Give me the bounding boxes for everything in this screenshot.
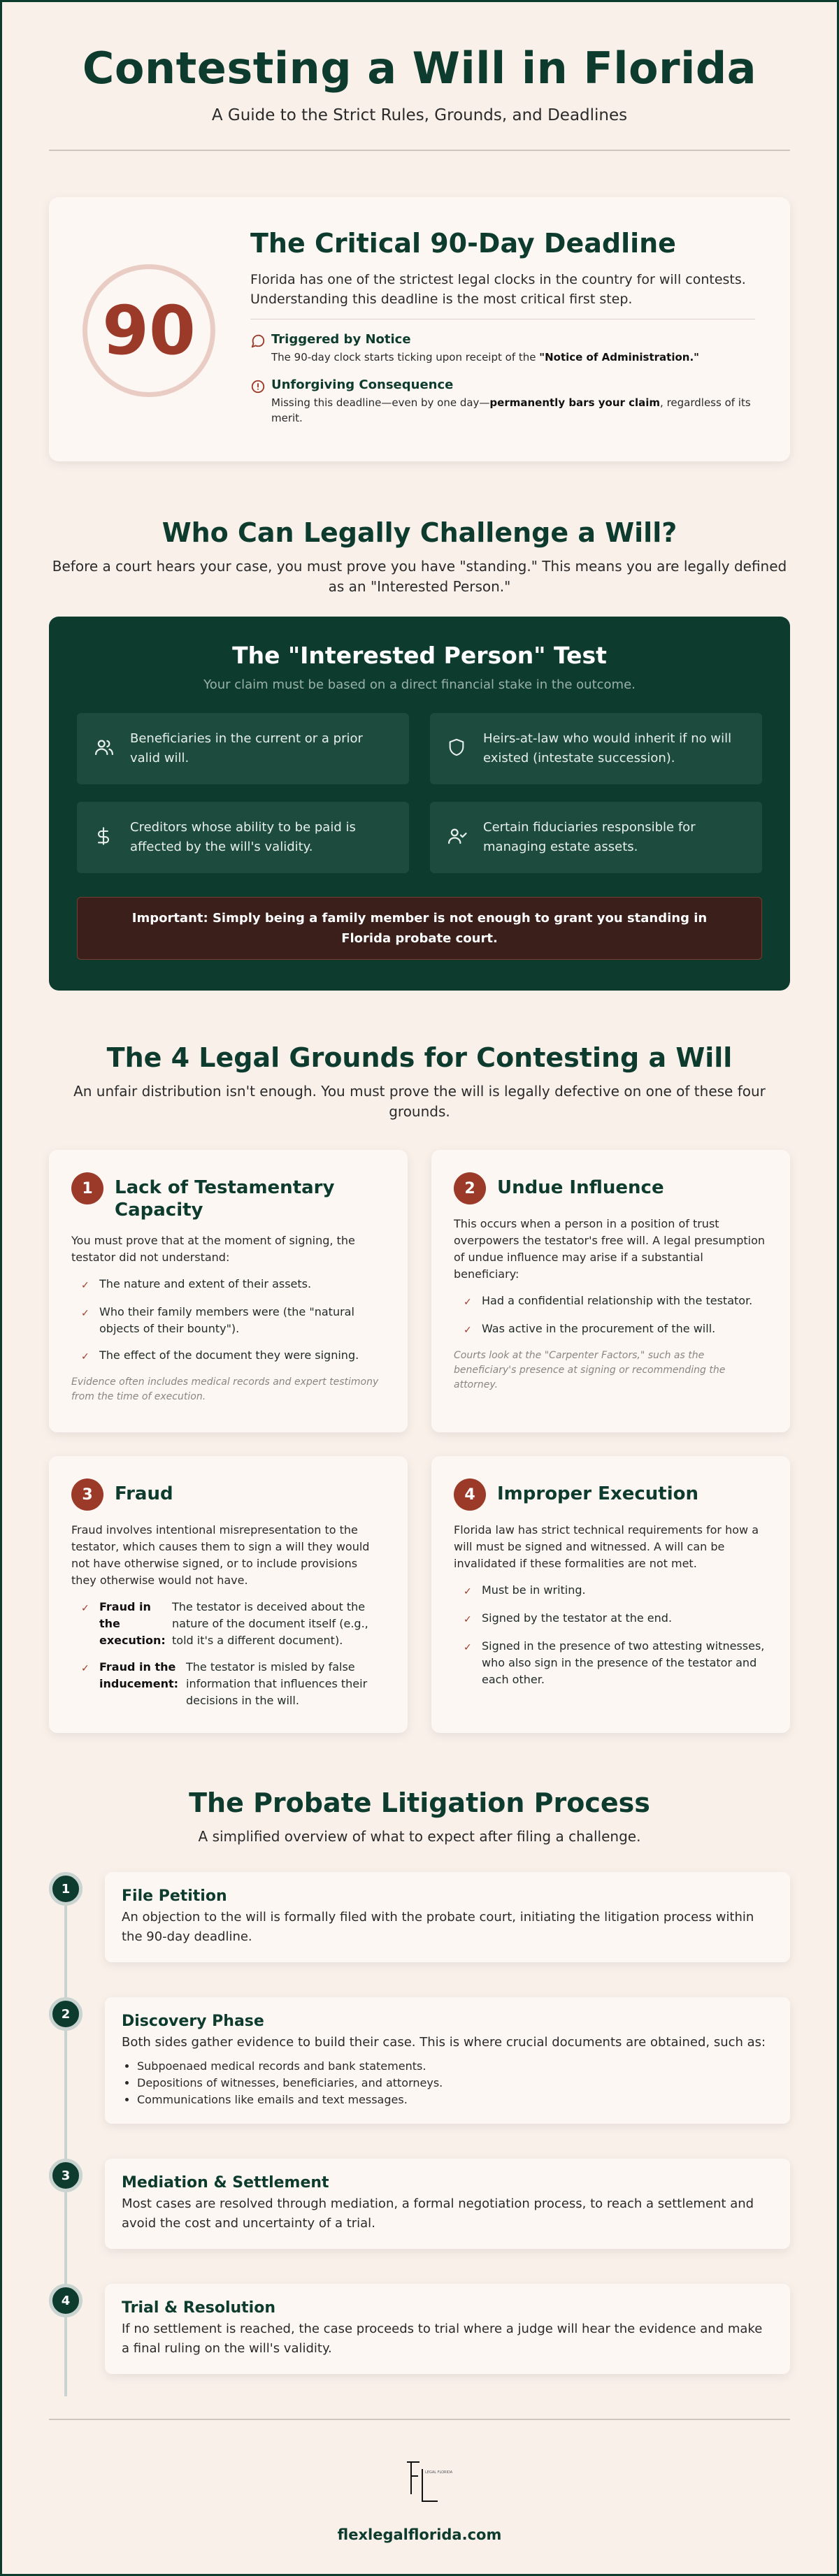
- list-item: [81, 1659, 385, 1709]
- grounds-title: The 4 Legal Grounds for Contesting a Will: [106, 1042, 733, 1073]
- step-number: 2: [49, 1997, 83, 2031]
- footer: [49, 2420, 790, 2543]
- check-icon: ✓: [81, 1351, 89, 1362]
- panel-subtitle: Your claim must be based on a direct financial stake in the outcome.: [203, 677, 636, 692]
- deadline-card: [49, 197, 790, 461]
- process-step: [61, 2284, 790, 2374]
- list-item: ✓ Must be in writing.: [464, 1582, 768, 1600]
- list-item: • Communications like emails and text messages.: [137, 2092, 773, 2108]
- footer-url[interactable]: flexlegalflorida.com: [337, 2526, 502, 2543]
- dollar-icon: [94, 826, 124, 849]
- process-title: The Probate Litigation Process: [189, 1787, 650, 1818]
- check-icon: ✓: [464, 1614, 472, 1625]
- check-icon: ✓: [464, 1586, 472, 1597]
- ground-list: [454, 1293, 768, 1339]
- ground-number-badge: 3: [71, 1478, 103, 1511]
- panel-title: The "Interested Person" Test: [232, 642, 607, 669]
- list-item: ✓ Was active in the procurement of the will.: [464, 1321, 768, 1339]
- ground-number-badge: 4: [454, 1478, 486, 1511]
- ground-title: Undue Influence: [497, 1177, 664, 1198]
- ground-list: [454, 1582, 768, 1688]
- step-text: Both sides gather evidence to build their case. This is where crucial documents are obtained, such as:: [122, 2035, 766, 2050]
- svg-text:LEGAL FLORIDA: LEGAL FLORIDA: [425, 2470, 453, 2475]
- step-title: Trial & Resolution: [122, 2299, 275, 2317]
- ground-note: Evidence often includes medical records and expert testimony from the time of execution.: [71, 1376, 379, 1402]
- list-item: ✓ The effect of the document they were signing.: [81, 1347, 385, 1365]
- feature-consequence: [250, 377, 755, 426]
- timeline-line: [64, 1886, 67, 2396]
- feature-triggered: [250, 332, 755, 365]
- step-text: An objection to the will is formally filed with the probate court, initiating the litigation process within the 90-day deadline.: [122, 1910, 754, 1944]
- page-subtitle: A Guide to the Strict Rules, Grounds, and Deadlines: [211, 106, 628, 124]
- check-icon: ✓: [81, 1663, 89, 1674]
- important-notice: [77, 897, 762, 960]
- step-title: Mediation & Settlement: [122, 2174, 329, 2192]
- step-number: 1: [49, 1872, 83, 1906]
- process-step: [61, 1872, 790, 1962]
- check-icon: ✓: [464, 1642, 472, 1653]
- ground-title: Fraud: [115, 1483, 173, 1504]
- fraud-term: Fraud in the execution:: [99, 1600, 166, 1647]
- feature-text: Missing this deadline—even by one day—permanently bars your claim, regardless of its merit.: [271, 396, 751, 424]
- fraud-definition: The testator is deceived about the nature of the document itself (e.g., told it's a different document).: [172, 1600, 368, 1647]
- list-item: • Subpoenaed medical records and bank statements.: [137, 2058, 773, 2075]
- fraud-term: Fraud in the inducement:: [99, 1660, 179, 1690]
- standing-tile-text: Heirs-at-law who would inherit if no will existed (intestate succession).: [483, 731, 732, 765]
- page-title: Contesting a Will in Florida: [82, 43, 757, 94]
- step-number: 4: [49, 2284, 83, 2317]
- ground-number-badge: 2: [454, 1172, 486, 1204]
- ground-description: Florida law has strict technical requirements for how a will must be signed and witnessed. A will can be invalidated if these formalities are not met.: [454, 1523, 759, 1570]
- deadline-title: The Critical 90-Day Deadline: [250, 228, 676, 259]
- important-text: Important: Simply being a family member is not enough to grant you standing in Florida probate court.: [131, 911, 708, 946]
- fraud-definition: The testator is misled by false information that influences their decisions in the will.: [186, 1660, 368, 1707]
- step-title: File Petition: [122, 1887, 227, 1905]
- step-text: If no settlement is reached, the case proceeds to trial where a judge will hear the evidence and make a final ruling on the will's validity.: [122, 2322, 763, 2356]
- process-step: [61, 1997, 790, 2124]
- standing-tile-heirs: [430, 713, 762, 784]
- list-item: [81, 1599, 385, 1649]
- process-timeline: [49, 1872, 790, 2374]
- process-section: [49, 1787, 790, 2374]
- feature-title: Unforgiving Consequence: [271, 377, 454, 392]
- check-icon: ✓: [81, 1308, 89, 1319]
- grounds-grid: [49, 1150, 790, 1733]
- interested-person-panel: [49, 617, 790, 991]
- check-icon: ✓: [464, 1297, 472, 1308]
- list-item: ✓ Who their family members were (the "natural objects of their bounty").: [81, 1304, 385, 1337]
- check-icon: ✓: [81, 1280, 89, 1291]
- ground-list: [71, 1276, 385, 1365]
- shield-icon: [447, 737, 478, 760]
- standing-tile-creditors: [77, 802, 409, 873]
- deadline-body: [250, 228, 755, 426]
- fraud-types: [71, 1599, 385, 1709]
- user-check-icon: [447, 826, 478, 849]
- step-text: Most cases are resolved through mediation, a formal negotiation process, to reach a settlement and avoid the cost and uncertainty of a trial.: [122, 2196, 754, 2231]
- deadline-description: Florida has one of the strictest legal clocks in the country for will contests. Understanding this deadline is the most critical first step.: [250, 272, 746, 307]
- speech-bubble-icon: [250, 332, 271, 365]
- deadline-circle: [83, 264, 215, 397]
- ground-title: Lack of Testamentary Capacity: [115, 1177, 335, 1221]
- ground-card-fraud: [49, 1456, 408, 1733]
- ground-card-undue-influence: [431, 1150, 790, 1432]
- process-step: [61, 2159, 790, 2249]
- ground-description: You must prove that at the moment of signing, the testator did not understand:: [71, 1234, 355, 1264]
- standing-tile-text: Beneficiaries in the current or a prior valid will.: [130, 731, 363, 765]
- list-item: ✓ Signed in the presence of two attesting witnesses, who also sign in the presence of the testator and each other.: [464, 1638, 768, 1688]
- step-title: Discovery Phase: [122, 2013, 264, 2030]
- standing-section: [49, 517, 790, 991]
- check-icon: ✓: [81, 1603, 89, 1614]
- standing-tile-beneficiaries: [77, 713, 409, 784]
- process-subtitle: A simplified overview of what to expect after filing a challenge.: [198, 1828, 641, 1845]
- logo: [392, 2454, 453, 2512]
- ground-number-badge: 1: [71, 1172, 103, 1204]
- standing-tile-text: Creditors whose ability to be paid is affected by the will's validity.: [130, 820, 356, 854]
- standing-tile-text: Certain fiduciaries responsible for managing estate assets.: [483, 820, 696, 854]
- standing-subtitle: Before a court hears your case, you must prove you have "standing." This means you are legally defined as an "Interested Person.": [52, 558, 787, 595]
- list-item: • Depositions of witnesses, beneficiaries, and attorneys.: [137, 2075, 773, 2092]
- header: [49, 2, 790, 124]
- ground-card-capacity: [49, 1150, 408, 1432]
- grounds-section: [49, 1042, 790, 1733]
- list-item: ✓ The nature and extent of their assets.: [81, 1276, 385, 1294]
- ground-description: Fraud involves intentional misrepresentation to the testator, which causes them to sign a will they would not have otherwise signed, or to include provisions they otherwise would not have.: [71, 1523, 370, 1587]
- ground-description: This occurs when a person in a position of trust overpowers the testator's free will. A legal presumption of undue influence may arise if a substantial beneficiary:: [454, 1217, 766, 1281]
- feature-title: Triggered by Notice: [271, 332, 411, 347]
- logo-mark: [392, 2454, 453, 2510]
- step-number: 3: [49, 2159, 83, 2192]
- feature-text: The 90-day clock starts ticking upon receipt of the "Notice of Administration.": [271, 351, 699, 364]
- alert-circle-icon: [250, 377, 271, 426]
- header-divider: [49, 150, 790, 151]
- users-icon: [94, 737, 124, 761]
- grounds-subtitle: An unfair distribution isn't enough. You must prove the will is legally defective on one of these four grounds.: [73, 1083, 766, 1120]
- deadline-number: 90: [102, 292, 196, 370]
- list-item: ✓ Signed by the testator at the end.: [464, 1610, 768, 1628]
- check-icon: ✓: [464, 1325, 472, 1336]
- ground-note: Courts look at the "Carpenter Factors," such as the beneficiary's presence at signing or recommending the attorney.: [454, 1350, 726, 1390]
- standing-grid: [77, 713, 762, 873]
- list-item: ✓ Had a confidential relationship with the testator.: [464, 1293, 768, 1311]
- ground-card-improper-execution: [431, 1456, 790, 1733]
- standing-title: Who Can Legally Challenge a Will?: [162, 517, 677, 548]
- standing-tile-fiduciaries: [430, 802, 762, 873]
- step-bullets: [122, 2058, 773, 2108]
- ground-title: Improper Execution: [497, 1483, 698, 1504]
